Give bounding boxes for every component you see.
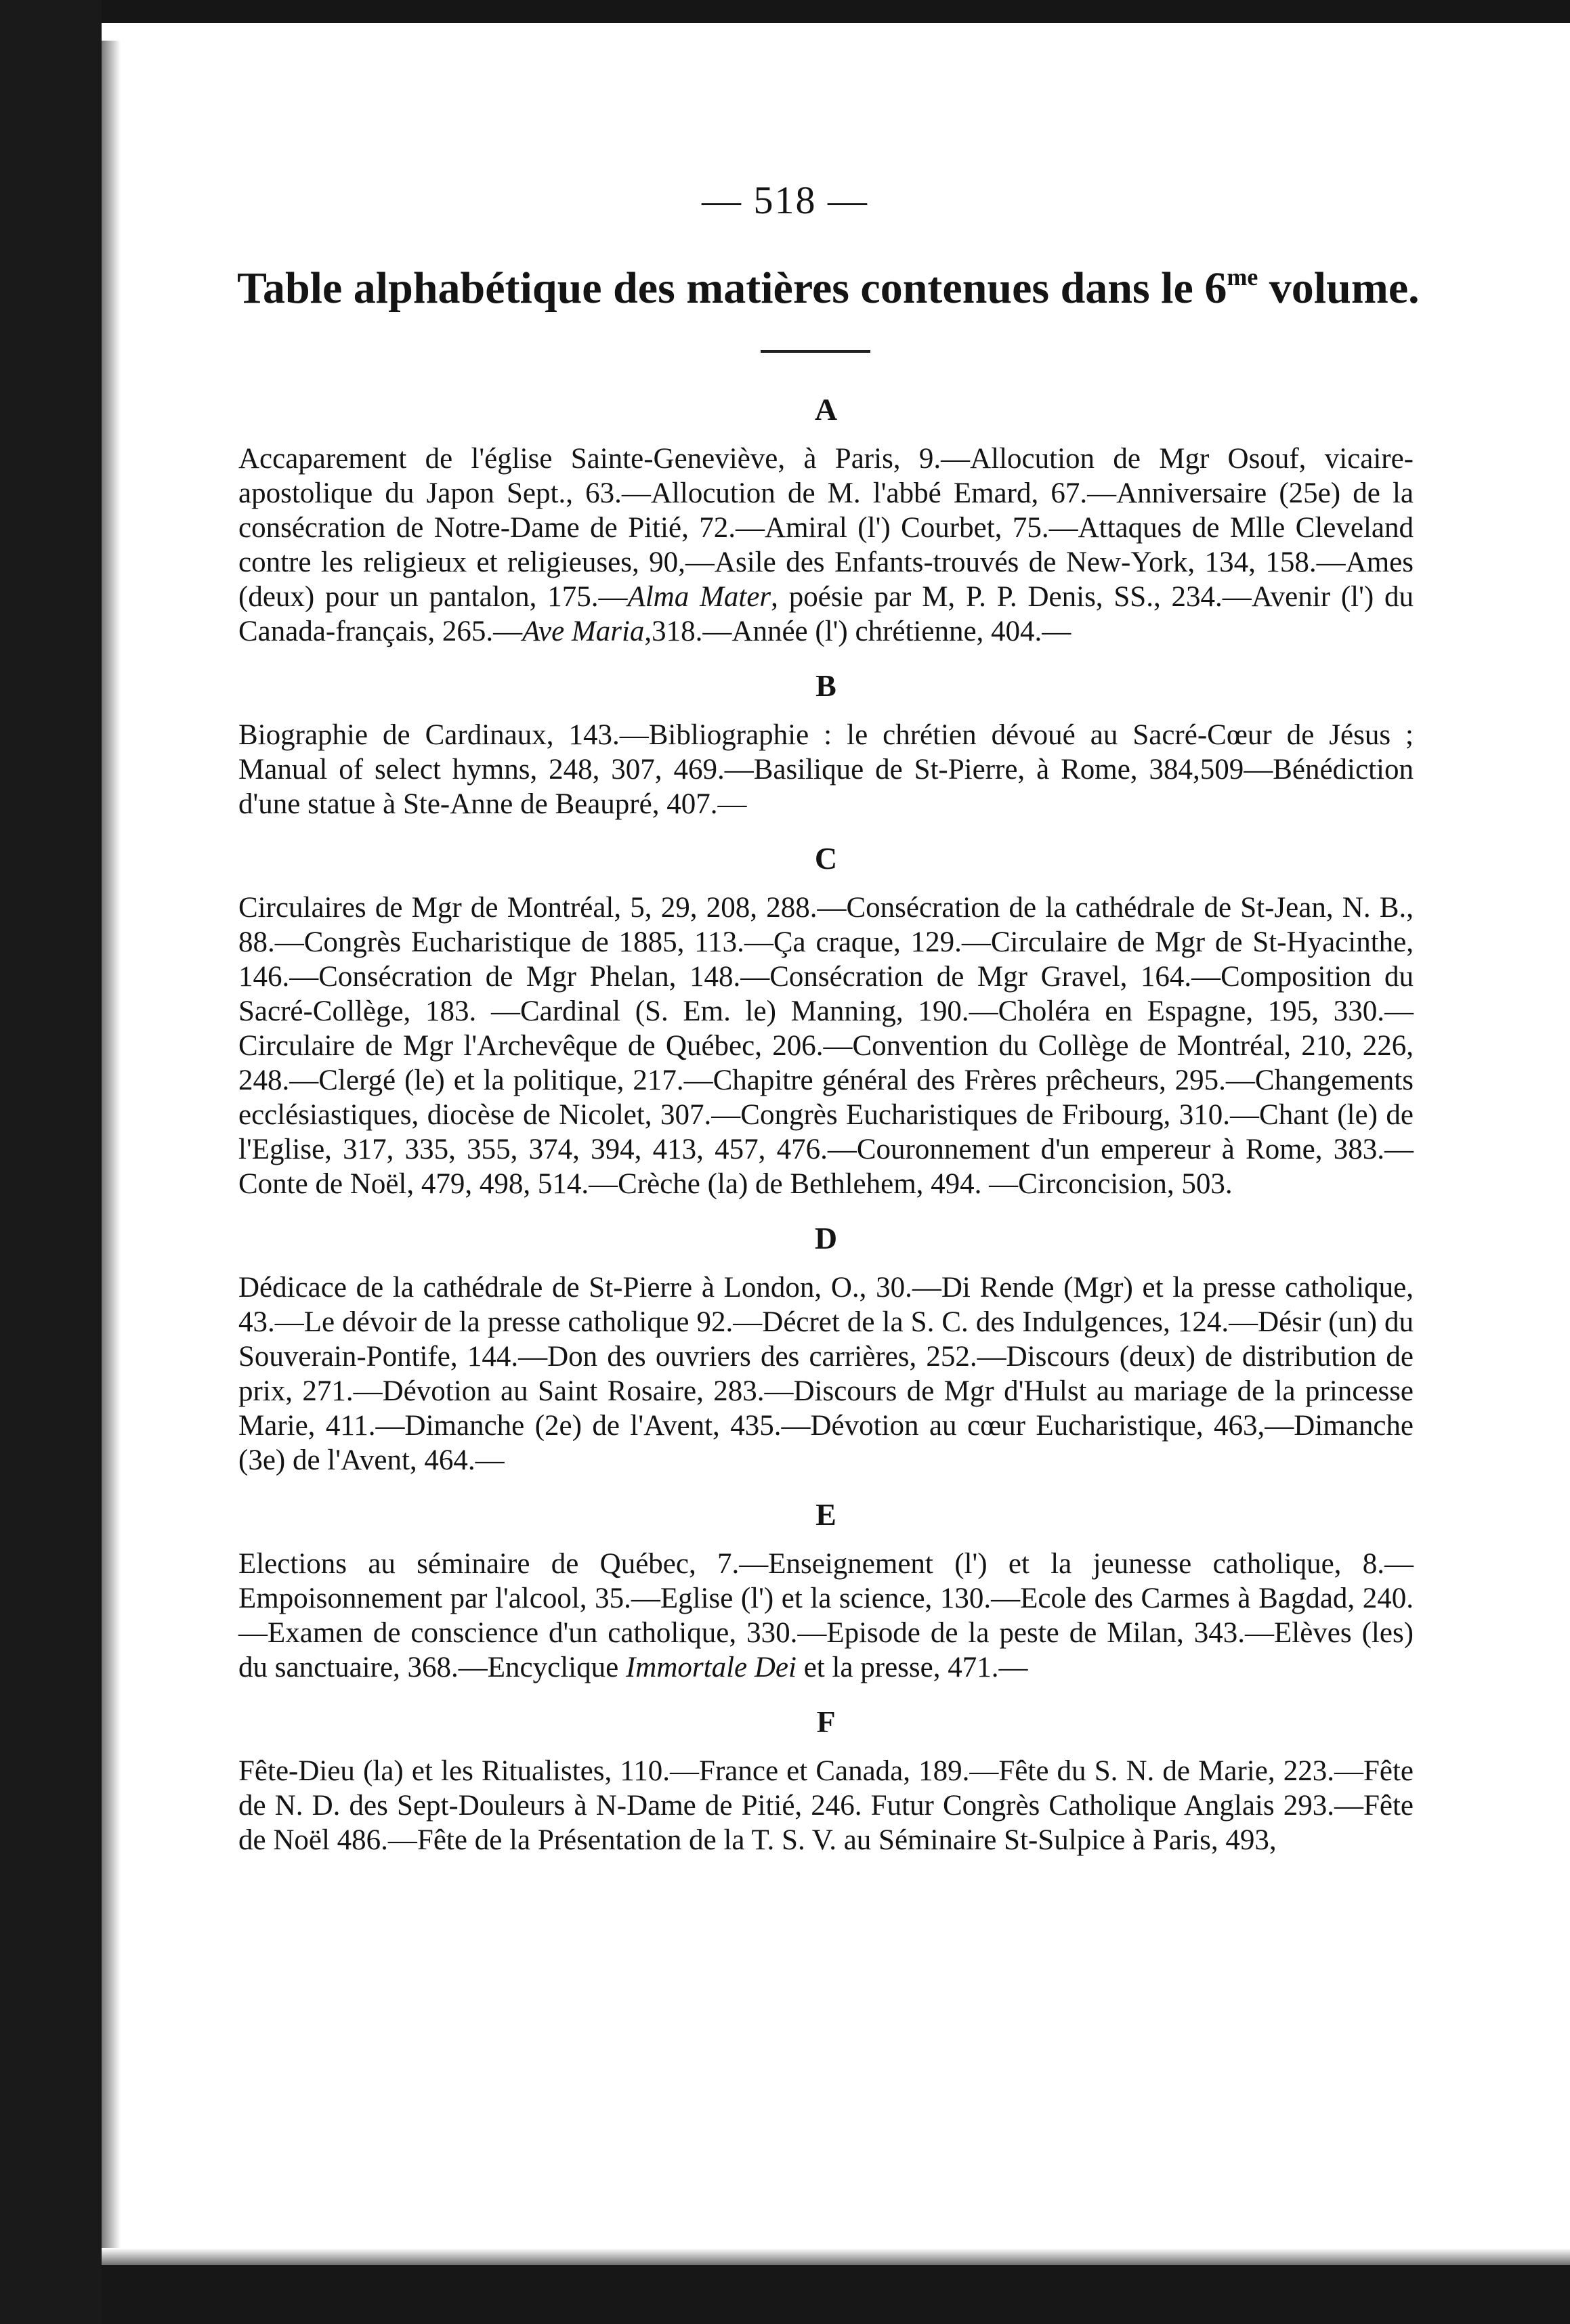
entry-text: et la presse, 471.—: [796, 1652, 1028, 1683]
entry-text: Biographie de Cardinaux, 143.—Bibliographie : le chrétien dévoué au Sacré-Cœur de Jésus ; Manual of select hymns, 248, 307, 469.—Basilique de St-Pierre, à Rome, 384,509—Bénédiction d'une statue à Ste-Anne de Beaupré, 407.—: [238, 719, 1414, 820]
title-rule: [761, 350, 870, 353]
section-letter: A: [814, 392, 838, 427]
entry-text: Dédicace de la cathédrale de St-Pierre à London, O., 30.—Di Rende (Mgr) et la presse catholique, 43.—Le dévoir de la presse catholique 92.—Décret de la S. C. des Indulgences, 124.—Désir (un) du Souverain-Pontife, 144.—Don des ouvriers des carrières, 252.—Discours (deux) de distribution de prix, 271.—Dévotion au Saint Rosaire, 283.—Discours de Mgr d'Hulst au mariage de la princesse Marie, 411.—Dimanche (2e) de l'Avent, 435.—Dévotion au cœur Eucharistique, 463,—Dimanche (3e) de l'Avent, 464.—: [238, 1272, 1414, 1476]
index-body: [238, 372, 1414, 1863]
entry-title-italic: Ave Maria: [522, 616, 645, 647]
entry-text: Fête-Dieu (la) et les Ritualistes, 110.—France et Canada, 189.—Fête du S. N. de Marie, 223.—Fête de N. D. des Sept-Douleurs à N-Dame de Pitié, 246. Futur Congrès Catholique Anglais 293.—Fête de Noël 486.—Fête de la Présentation de la T. S. V. au Séminaire St-Sulpice à Paris, 493,: [238, 1755, 1414, 1856]
section-letter: E: [815, 1497, 836, 1532]
title-superscript: me: [1227, 263, 1258, 290]
scan-border-left: [0, 0, 102, 2324]
section-entries: [238, 1754, 1414, 1857]
section-entries: [238, 1270, 1414, 1478]
entry-title-italic: Alma Mater: [627, 581, 771, 613]
section-entries: [238, 718, 1414, 821]
scan-shadow-left: [102, 41, 121, 2316]
entry-text: Circulaires de Mgr de Montréal, 5, 29, 208, 288.—Consécration de la cathédrale de St-Jean, N. B., 88.—Congrès Eucharistique de 1885, 113.—Ça craque, 129.—Circulaire de Mgr de St-Hyacinthe, 146.—Consécration de Mgr Phelan, 148.—Consécration de Mgr Gravel, 164.—Composition du Sacré-Collège, 183. —Cardinal (S. Em. le) Manning, 190.—Choléra en Espagne, 195, 330.—Circulaire de Mgr l'Archevêque de Québec, 206.—Convention du Collège de Montréal, 210, 226, 248.—Clergé (le) et la politique, 217.—Chapitre général des Frères prêcheurs, 295.—Changements ecclésiastiques, diocèse de Nicolet, 307.—Congrès Eucharistiques de Fribourg, 310.—Chant (le) de l'Eglise, 317, 335, 355, 374, 394, 413, 457, 476.—Couronnement d'un empereur à Rome, 383.—Conte de Noël, 479, 498, 514.—Crèche (la) de Bethlehem, 494. —Circoncision, 503.: [238, 892, 1414, 1200]
entry-text: , poésie par M, P. P. Denis, SS., 234.—Avenir (l') du Canada-français, 265.—: [238, 581, 1414, 647]
entry-text: ,318.—Année (l') chrétienne, 404.—: [644, 616, 1072, 647]
page-number: — 518 —: [702, 178, 868, 222]
index-section: [238, 665, 1414, 821]
scan-border-bottom: [102, 2265, 1570, 2324]
section-entries: [238, 890, 1414, 1201]
entry-text: Accaparement de l'église Sainte-Geneviève, à Paris, 9.—Allocution de Mgr Osouf, vicaire-apostolique du Japon Sept., 63.—Allocution de M. l'abbé Emard, 67.—Anniversaire (25e) de la consécration de Notre-Dame de Pitié, 72.—Amiral (l') Courbet, 75.—Attaques de Mlle Cleveland contre les religieux et religieuses, 90,—Asile des Enfants-trouvés de New-York, 134, 158.—Ames (deux) pour un pantalon, 175.—: [238, 443, 1414, 613]
section-entries: [238, 442, 1414, 649]
entry-title-italic: Immortale Dei: [625, 1652, 797, 1683]
section-letter: F: [816, 1704, 836, 1739]
title-end: volume.: [1258, 263, 1420, 313]
index-section: [238, 389, 1414, 649]
scan-shadow-bottom: [102, 2248, 1570, 2265]
entry-text: Elections au séminaire de Québec, 7.—Enseignement (l') et la jeunesse catholique, 8.—Empoisonnement par l'alcool, 35.—Eglise (l') et la science, 130.—Ecole des Carmes à Bagdad, 240.—Examen de conscience d'un catholique, 330.—Episode de la peste de Milan, 343.—Elèves (les) du sanctuaire, 368.—Encyclique: [238, 1548, 1414, 1683]
index-section: [238, 1218, 1414, 1478]
page-title: [237, 263, 1436, 314]
title-text: Table alphabétique des matières contenues dans le 6: [237, 263, 1227, 313]
index-section: [238, 838, 1414, 1201]
section-entries: [238, 1547, 1414, 1685]
index-section: [238, 1701, 1414, 1857]
scan-border-top: [0, 0, 1570, 23]
index-section: [238, 1494, 1414, 1685]
section-letter: B: [815, 668, 836, 703]
section-letter: C: [814, 841, 838, 876]
section-letter: D: [814, 1221, 838, 1255]
